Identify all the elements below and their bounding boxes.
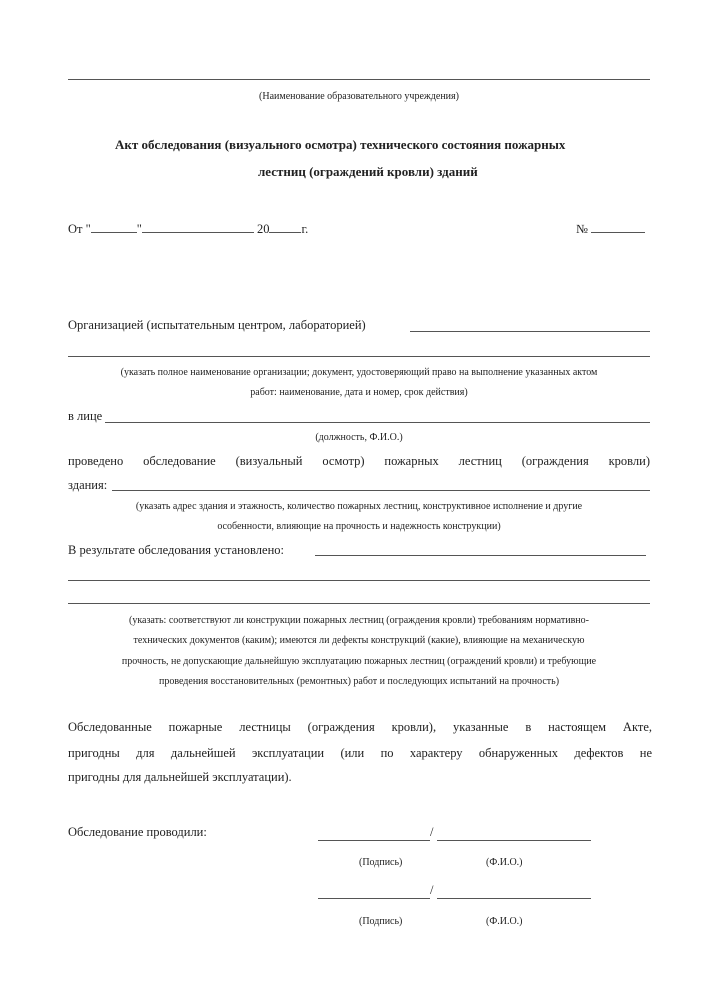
name-field-1[interactable] <box>437 840 591 841</box>
building-label: здания: <box>68 478 108 492</box>
document-title-line2: лестниц (ограждений кровли) зданий <box>258 164 478 179</box>
date-year-prefix: 20 <box>256 222 270 236</box>
date-month-field[interactable] <box>142 220 254 233</box>
document-title-line1: Акт обследования (визуального осмотра) технического состояния пожарных <box>115 137 566 152</box>
person-label: в лице <box>68 409 103 423</box>
building-field[interactable] <box>112 490 650 491</box>
date-row <box>68 220 308 237</box>
act-number-label: № <box>576 222 588 236</box>
result-hint-line4: проведения восстановительных (ремонтных) работ и последующих испытаний на прочность) <box>158 676 560 687</box>
date-year-field[interactable] <box>269 220 301 233</box>
result-hint-line3: прочность, не допускающие дальнейшую эксплуатацию пожарных лестниц (ограждений кровли) и требующие <box>121 656 597 667</box>
conclusion-line2: пригодны для дальнейшей эксплуатации (или по характеру обнаруженных дефектов не <box>68 746 652 760</box>
person-hint: (должность, Ф.И.О.) <box>315 432 403 443</box>
result-field-line3[interactable] <box>68 603 650 604</box>
inspection-line1: проведено обследование (визуальный осмотр) пожарных лестниц (ограждения кровли) <box>68 454 650 468</box>
signature-separator-2: / <box>430 883 434 897</box>
organization-field[interactable] <box>410 331 650 332</box>
organization-hint-line2: работ: наименование, дата и номер, срок действия) <box>250 387 468 398</box>
signature-field-2[interactable] <box>318 898 430 899</box>
date-quote-close: " <box>136 222 142 236</box>
name-hint-2: (Ф.И.О.) <box>486 916 523 927</box>
result-hint-line2: технических документов (каким); имеются ли дефекты конструкций (какие), влияющие на механическую <box>133 635 585 646</box>
date-from-label: От " <box>68 222 91 236</box>
conclusion-line1: Обследованные пожарные лестницы (ограждения кровли), указанные в настоящем Акте, <box>68 720 652 734</box>
institution-name-hint: (Наименование образовательного учреждения) <box>259 91 459 102</box>
result-field-line2[interactable] <box>68 580 650 581</box>
name-hint-1: (Ф.И.О.) <box>486 857 523 868</box>
signature-field-1[interactable] <box>318 840 430 841</box>
building-hint-line2: особенности, влияющие на прочность и надежность конструкции) <box>217 521 501 532</box>
date-year-suffix: г. <box>301 222 309 236</box>
date-day-field[interactable] <box>91 220 137 233</box>
result-hint-line1: (указать: соответствуют ли конструкции пожарных лестниц (ограждения кровли) требованиям нормативно- <box>129 615 589 626</box>
signature-hint-1: (Подпись) <box>359 857 403 868</box>
signatures-label: Обследование проводили: <box>68 825 207 839</box>
name-field-2[interactable] <box>437 898 591 899</box>
result-label: В результате обследования установлено: <box>68 543 284 557</box>
result-field[interactable] <box>315 555 646 556</box>
act-number-field[interactable] <box>591 220 645 233</box>
conclusion-line3: пригодны для дальнейшей эксплуатации). <box>68 770 292 784</box>
person-field[interactable] <box>105 422 650 423</box>
organization-label: Организацией (испытательным центром, лабораторией) <box>68 318 366 332</box>
building-hint-line1: (указать адрес здания и этажность, количество пожарных лестниц, конструктивное исполнение и другие <box>135 501 583 512</box>
act-number-row <box>576 220 645 237</box>
signature-hint-2: (Подпись) <box>359 916 403 927</box>
signature-separator-1: / <box>430 825 434 839</box>
organization-hint-line1: (указать полное наименование организации; документ, удостоверяющий право на выполнение указанных актом <box>120 367 598 378</box>
institution-name-line[interactable] <box>68 79 650 80</box>
organization-field-line2[interactable] <box>68 356 650 357</box>
